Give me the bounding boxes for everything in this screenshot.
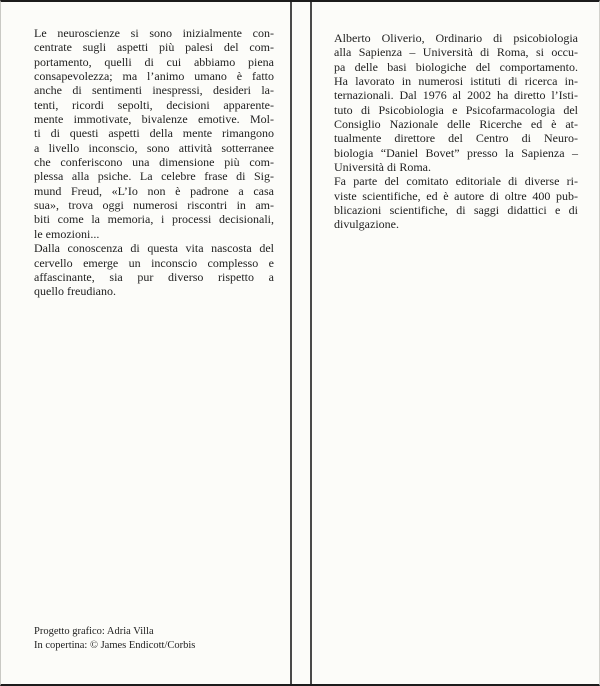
text-line: quello freudiano. — [34, 284, 116, 299]
spine-fold-line-left — [290, 2, 292, 684]
text-line: ti di questi aspetti della mente rimangono — [34, 126, 274, 141]
left-flap-text — [34, 26, 274, 299]
text-line: mente immotivate, bivalenze emotive. Mol- — [34, 112, 274, 127]
text-line: divulgazione. — [334, 217, 399, 232]
text-line: centrate sugli aspetti più palesi del com- — [34, 40, 274, 55]
paragraph — [34, 26, 274, 241]
text-line: Fa parte del comitato editoriale di diverse ri- — [334, 174, 578, 189]
text-line: anche di sentimenti inespressi, desideri la- — [34, 83, 274, 98]
colophon-credits — [34, 625, 195, 652]
text-line: cervello emerge un inconscio complesso e — [34, 255, 274, 270]
text-line: sua», trova oggi numerosi riscontri in am- — [34, 198, 274, 213]
text-line: Consiglio Nazionale delle Ricerche ed è at- — [334, 117, 578, 132]
text-line: Università di Roma. — [334, 160, 431, 175]
text-line: blicazioni scientifiche, di saggi didattici e di — [334, 203, 578, 218]
text-line: Ha lavorato in numerosi istituti di ricerca in- — [334, 74, 578, 89]
text-line: tuto di Psicobiologia e Psicofarmacologia del — [334, 102, 578, 117]
spine-fold-line-right — [310, 2, 312, 684]
credit-line-cover-image: In copertina: © James Endicott/Corbis — [34, 639, 196, 651]
paragraph — [34, 241, 274, 298]
text-line: biologia “Daniel Bovet” presso la Sapienza – — [334, 145, 578, 160]
text-line: viste scientifiche, ed è autore di oltre 400 pub- — [334, 188, 578, 203]
right-flap-author-bio-text — [334, 31, 578, 232]
text-line: le emozioni... — [34, 226, 100, 241]
text-line: portamento, quelli di cui abbiamo piena — [34, 54, 274, 69]
text-line: consapevolezza; ma l’animo umano è fatto — [34, 69, 274, 84]
text-line: a livello inconscio, sono attività sotterranee — [34, 140, 274, 155]
text-line: ternazionali. Dal 1976 al 2002 ha diretto l’Isti- — [334, 88, 578, 103]
credit-line-design: Progetto grafico: Adria Villa — [34, 626, 154, 637]
text-line: plessa alla psiche. La celebre frase di Sig- — [34, 169, 274, 184]
paragraph — [334, 174, 578, 231]
text-line: che conferiscono una dimensione più com- — [34, 155, 274, 170]
text-line: alla Sapienza – Università di Roma, si occu- — [334, 45, 578, 60]
text-line: pa delle basi biologiche del comportamento. — [334, 59, 578, 74]
text-line: Dalla conoscenza di questa vita nascosta del — [34, 241, 274, 256]
text-line: affascinante, sia pur diverso rispetto a — [34, 269, 274, 284]
paragraph — [334, 31, 578, 174]
text-line: Le neuroscienze si sono inizialmente con- — [34, 26, 274, 40]
text-line: mund Freud, «L’Io non è padrone a casa — [34, 183, 274, 198]
text-line: tenti, ricordi sepolti, decisioni apparente- — [34, 97, 274, 112]
text-line: biti come la memoria, i processi decisionali, — [34, 212, 274, 227]
text-line: tualmente direttore del Centro di Neuro- — [334, 131, 578, 146]
text-line: Alberto Oliverio, Ordinario di psicobiologia — [334, 31, 578, 45]
